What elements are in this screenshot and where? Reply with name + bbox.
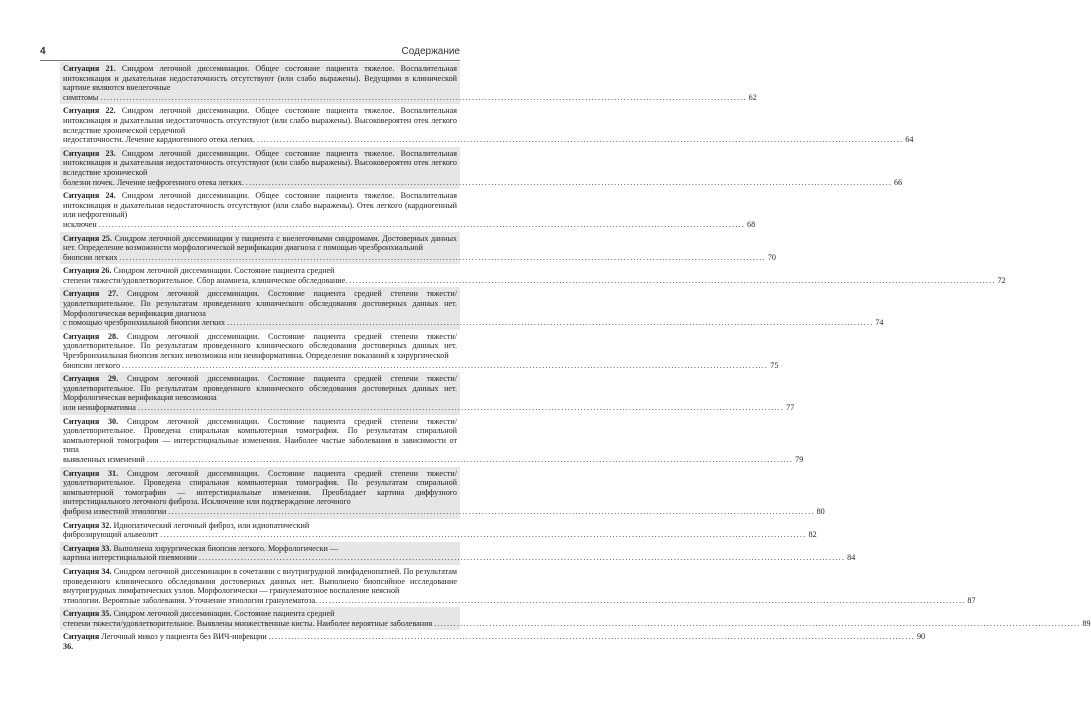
toc-entry-text: Синдром легочной диссеминации. Состояние пациента средней степени тяжести/удовлетворительное. Проведена спиральная компьютерная томография. По результатам спиральной компьютерной томографии — интерстициальные изменения. Наиболее частые заболевания в зависимости от типа — [63, 416, 457, 455]
toc-entry[interactable] — [60, 415, 804, 467]
toc-entry-title: Ситуация 36. — [63, 632, 100, 652]
toc-entry-page: 79 — [795, 454, 804, 464]
toc-entry-last-line — [63, 403, 795, 413]
toc-entry-page: 74 — [875, 318, 884, 328]
dot-leader: ........................................................................................................................................................................................................ — [434, 618, 1081, 628]
section-title: Содержание — [401, 46, 460, 57]
toc-entry-title: Ситуация 24. — [63, 191, 116, 201]
dot-leader: ........................................................................................................................................................................................................ — [198, 553, 846, 563]
dot-leader: ........................................................................................................................................................................................................ — [100, 92, 747, 102]
toc-entry-text: Синдром легочной диссеминации. Состояние пациента средней степени тяжести/удовлетворительное. По результатам проведенного клинического обследования достоверных данных нет. Морфологическая верификация невозможна — [63, 374, 457, 403]
toc-entry-text: Синдром легочной диссеминации. Общее состояние пациента тяжелое. Воспалительная интоксикация и дыхательная недостаточность отсутствуют (или слабо выражены). Отек легкого (кардиогенный или нефрогенный) — [63, 191, 457, 220]
toc-entry-text: Идиопатический легочный фиброз, или идиопатический — [113, 520, 310, 530]
toc-entry-last-line — [63, 92, 757, 103]
toc-entry-last-text: степени тяжести/удовлетворительное. Сбор анамнеза, клиническое обследование. — [63, 275, 348, 285]
toc-entry-last-line — [63, 632, 926, 652]
page-number: 4 — [40, 46, 46, 57]
toc-entry-text: Синдром легочной диссеминации. Состояние пациента средней степени тяжести/удовлетворительное. По результатам проведенного клинического обследования достоверных данных нет. Морфологическая верификация диагноза — [63, 289, 457, 318]
toc-entry-last-line — [63, 318, 884, 328]
toc-entry-last-text: степени тяжести/удовлетворительное. Выявлены множественные кисты. Наиболее вероятные заболевания — [63, 618, 433, 628]
toc-entry[interactable] — [60, 147, 903, 189]
dot-leader: ........................................................................................................................................................................................................ — [160, 530, 807, 540]
toc-entry-page: 66 — [894, 177, 903, 187]
dot-leader: ........................................................................................................................................................................................................ — [137, 403, 785, 412]
toc-entry-title: Ситуация 29. — [63, 374, 119, 384]
toc-entry-title: Ситуация 32. — [63, 520, 112, 530]
toc-entry-last-text: выявленных изменений — [63, 454, 145, 464]
toc-entry-last-text: биопсии легкого — [63, 360, 121, 370]
toc-entry-last-line — [63, 135, 914, 145]
toc-entry-body — [63, 191, 457, 220]
toc-entry-last-text: болезни почек. Лечение нефрогенного отека легких. — [63, 177, 244, 187]
dot-leader: ........................................................................................................................................................................................................ — [146, 454, 794, 464]
toc-entry[interactable] — [60, 264, 1006, 287]
toc-entry[interactable] — [60, 630, 926, 653]
dot-leader: ........................................................................................................................................................................................................ — [349, 275, 996, 285]
toc-entry-text: Синдром легочной диссеминации. Состояние пациента средней степени тяжести/удовлетворительное. Проведена спиральная компьютерная томография. По результатам спиральной компьютерной томографии — интерстициальные изменения. Преобладает картина диффузного интерстициального легочного фиброза. Исключение или подтверждение легочного — [63, 468, 457, 507]
table-of-contents — [60, 62, 1091, 654]
toc-entry-page: 75 — [770, 360, 779, 370]
dot-leader: ........................................................................................................................................................................................................ — [168, 506, 815, 516]
toc-entry-body — [63, 64, 457, 93]
toc-entry[interactable] — [60, 565, 976, 607]
toc-entry-title: Ситуация 21. — [63, 64, 116, 73]
toc-entry-body — [63, 521, 457, 531]
toc-entry-page: 77 — [786, 403, 795, 412]
dot-leader: ........................................................................................................................................................................................................ — [98, 219, 746, 229]
toc-entry[interactable] — [60, 330, 779, 372]
toc-entry-title: Ситуация 30. — [63, 416, 119, 426]
toc-entry-page: 82 — [808, 530, 817, 540]
toc-entry[interactable] — [60, 104, 914, 146]
toc-entry-last-line — [63, 219, 756, 230]
toc-entry-last-line — [63, 360, 779, 371]
toc-entry-text: Выполнена хирургическая биопсия легкого. Морфологически — — [113, 543, 339, 553]
dot-leader: ........................................................................................................................................................................................................ — [119, 252, 766, 262]
toc-entry-text: Синдром легочной диссеминации в сочетании с внутригрудной лимфаденопатией. По результатам проведенного клинического обследования достоверных данных нет. Выполнено биопсийное исследование внутригрудных лимфатических узлов. Морфологически — гранулематозное воспаление неясной — [63, 566, 458, 596]
toc-entry-last-text: симптомы — [63, 92, 99, 102]
header-rule — [40, 60, 460, 61]
toc-entry-last-text: исключен — [63, 219, 97, 229]
toc-entry[interactable] — [60, 189, 756, 231]
toc-entry-page: 62 — [748, 92, 757, 102]
toc-entry-last-text: картина интерстициальной пневмонии — [63, 553, 197, 563]
toc-entry-page: 72 — [997, 275, 1006, 285]
toc-entry-page: 68 — [747, 219, 756, 229]
dot-leader: ........................................................................................................................................................................................................ — [122, 360, 769, 370]
toc-entry-body — [63, 289, 457, 318]
toc-entry-title: Ситуация 23. — [63, 148, 116, 158]
toc-entry-body — [63, 544, 457, 554]
dot-leader: ........................................................................................................................................................................................................ — [319, 595, 966, 605]
dot-leader: ........................................................................................................................................................................................................ — [268, 632, 915, 642]
toc-entry-last-text: с помощью чрезбронхиальной биопсии легких — [63, 318, 226, 328]
toc-entry-text: Синдром легочной диссеминации. Состояние пациента средней степени тяжести/удовлетворительное. По результатам проведенного клинического обследования достоверных данных нет. Чрезбронхиальная биопсия легких невозможна или неинформативна. Определение показаний к хирургической — [63, 331, 457, 361]
toc-entry-last-text: или неинформативна — [63, 403, 136, 412]
toc-entry-page: 90 — [916, 632, 926, 642]
toc-entry-body — [63, 374, 457, 403]
toc-entry-last-line — [63, 454, 804, 465]
toc-entry-page: 70 — [767, 252, 776, 262]
toc-entry-body — [63, 567, 457, 596]
toc-entry-body — [63, 266, 457, 276]
toc-entry-last-line — [63, 530, 817, 540]
toc-entry-title: Ситуация 35. — [63, 609, 112, 619]
toc-entry-last-line — [63, 618, 1091, 629]
toc-entry[interactable] — [60, 542, 856, 565]
dot-leader: ........................................................................................................................................................................................................ — [227, 318, 874, 328]
toc-entry-title: Ситуация 34. — [63, 566, 112, 576]
toc-entry-text: Синдром легочной диссеминации. Общее состояние пациента тяжелое. Воспалительная интоксикация и дыхательная недостаточность отсутствуют (или слабо выражены). Высоковероятен отек легкого вследствие хронической — [63, 148, 457, 177]
toc-entry-last-line — [63, 595, 976, 606]
toc-entry-title: Ситуация 27. — [63, 289, 119, 299]
toc-entry-text: Синдром легочной диссеминации. Общее состояние пациента тяжелое. Воспалительная интоксикация и дыхательная недостаточность отсутствуют (или слабо выражены). Ведущими в клинической картине являются внелегочные — [63, 64, 457, 93]
toc-entry-body — [63, 106, 457, 135]
toc-entry-last-line — [63, 252, 776, 263]
toc-entry-text: Синдром легочной диссеминации у пациента с внелегочными синдромами. Достоверных данных нет. Определение возможности морфологической верификации диагноза с помощью чрезбронхиальной — [63, 233, 457, 253]
toc-entry-page: 80 — [816, 506, 825, 516]
toc-entry-last-text: этиологии. Вероятные заболевания. Уточнение этиологии гранулематоза. — [63, 595, 318, 605]
toc-entry-last-line — [63, 275, 1006, 286]
toc-entry-text: Синдром легочной диссеминации. Состояние пациента средней — [113, 266, 335, 276]
toc-entry-last-text: биопсии легких — [63, 252, 118, 262]
toc-entry-page: 87 — [967, 595, 976, 605]
toc-entry-last-text: фиброзирующий альвеолит — [63, 530, 159, 540]
toc-entry[interactable] — [60, 467, 825, 519]
toc-entry-body — [63, 234, 457, 253]
dot-leader: ........................................................................................................................................................................................................ — [257, 135, 904, 145]
toc-entry-title: Ситуация 25. — [63, 233, 112, 243]
toc-entry-last-text: недостаточности. Лечение кардиогенного отека легких. — [63, 135, 256, 145]
toc-entry-body — [63, 332, 457, 361]
toc-entry-page: 89 — [1082, 618, 1091, 628]
toc-entry-title: Ситуация 31. — [63, 468, 119, 478]
toc-entry[interactable] — [60, 62, 757, 104]
toc-entry-title: Ситуация 33. — [63, 543, 112, 553]
toc-entry[interactable] — [60, 607, 1091, 630]
toc-entry-text: Синдром легочной диссеминации. Общее состояние пациента тяжелое. Воспалительная интоксикация и дыхательная недостаточность отсутствуют (или слабо выражены). Высоковероятен отек легкого вследствие хронической сердечной — [63, 106, 457, 135]
toc-entry-title: Ситуация 28. — [63, 331, 119, 341]
toc-entry-body — [63, 609, 457, 619]
toc-entry-page: 84 — [847, 553, 856, 563]
toc-entry-title: Ситуация 26. — [63, 266, 112, 276]
toc-entry-text: Синдром легочной диссеминации. Состояние пациента средней — [113, 609, 335, 619]
toc-entry[interactable] — [60, 232, 776, 265]
toc-entry-last-line — [63, 506, 825, 517]
toc-entry-body — [63, 149, 457, 178]
toc-entry[interactable] — [60, 372, 795, 414]
toc-entry[interactable] — [60, 287, 884, 329]
page-header — [40, 44, 460, 64]
toc-entry-last-text: Легочный микоз у пациента без ВИЧ-инфекции — [101, 632, 267, 642]
toc-entry-last-text: фиброза известной этиологии — [63, 506, 167, 516]
toc-entry-last-line — [63, 553, 856, 563]
toc-entry-body — [63, 417, 457, 455]
toc-entry-title: Ситуация 22. — [63, 106, 116, 116]
dot-leader: ........................................................................................................................................................................................................ — [245, 177, 893, 187]
toc-entry-body — [63, 469, 457, 507]
toc-entry-last-line — [63, 177, 903, 188]
toc-entry[interactable] — [60, 519, 817, 542]
toc-entry-page: 64 — [905, 135, 914, 145]
